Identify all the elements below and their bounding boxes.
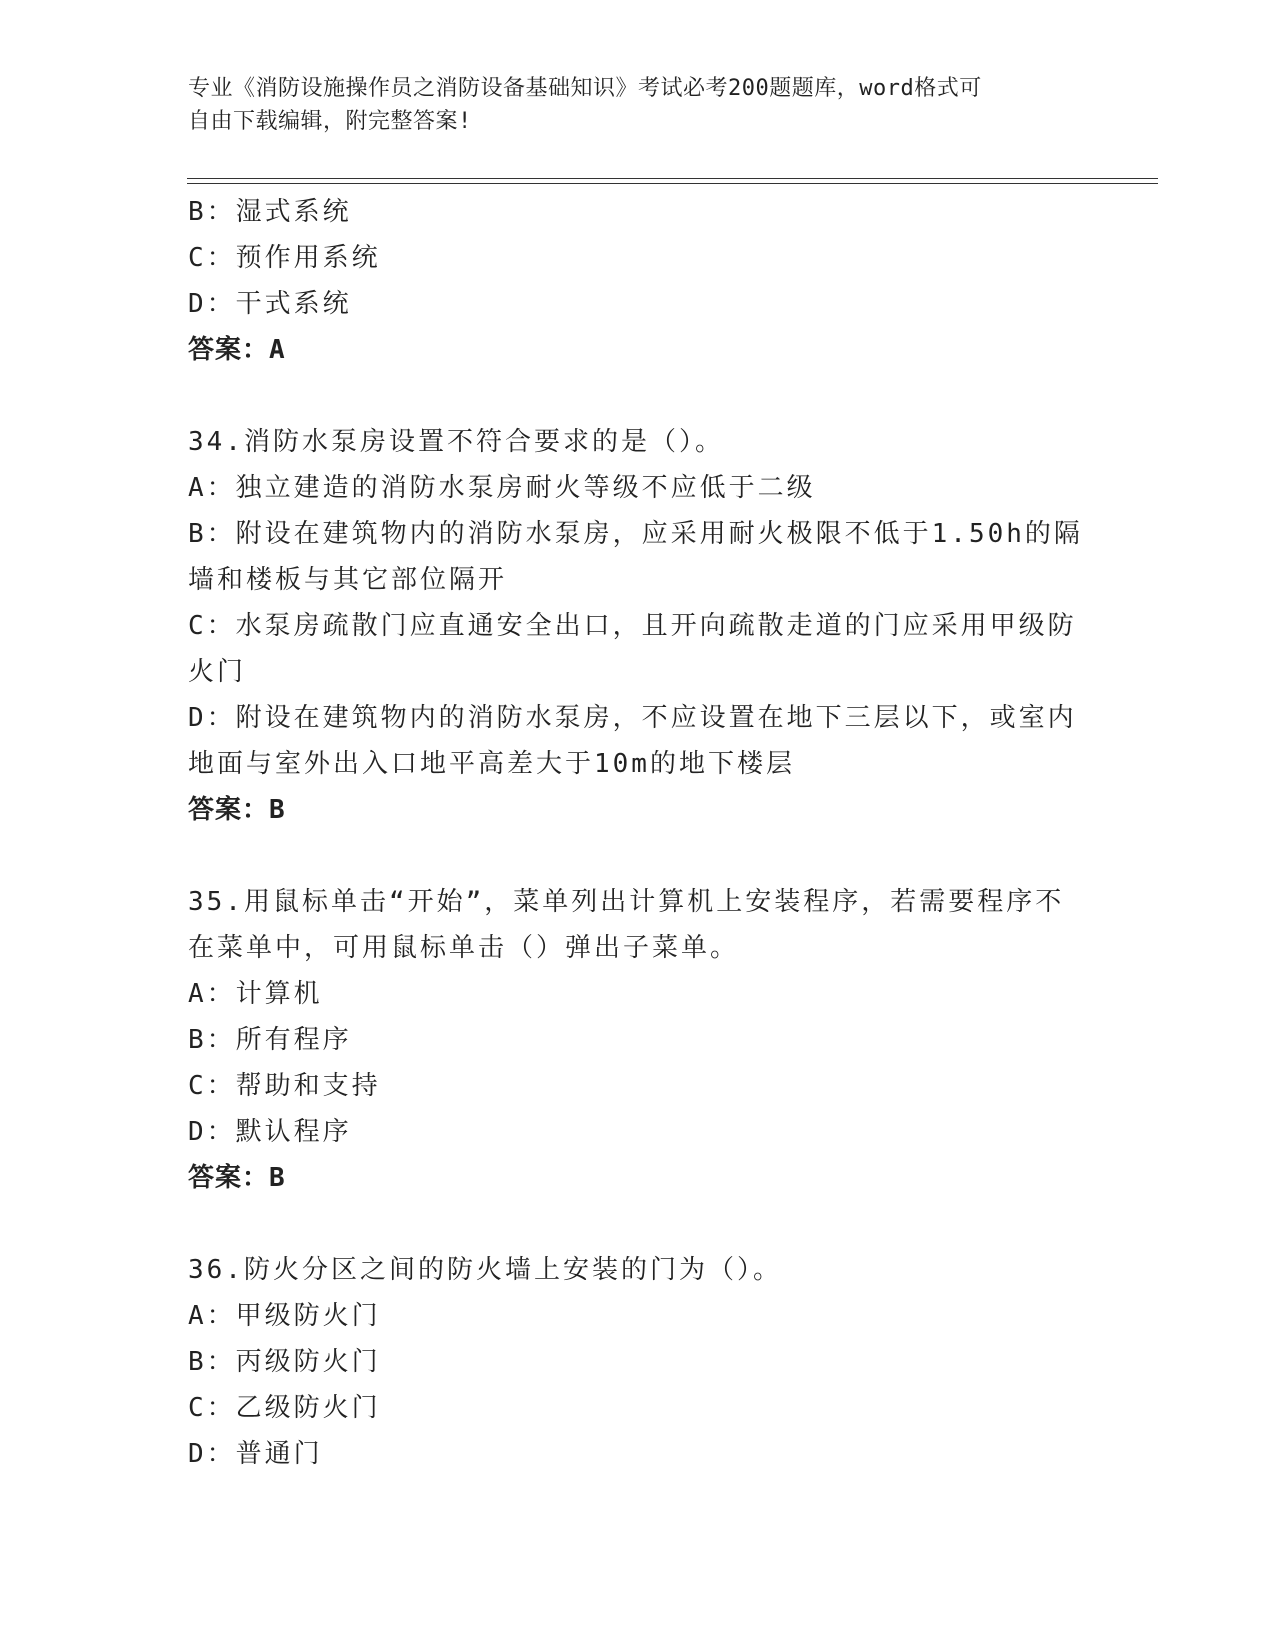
question-stem: 34.消防水泵房设置不符合要求的是（）。 xyxy=(188,427,724,457)
option-line: C：乙级防火门 xyxy=(188,1393,381,1423)
question-content xyxy=(188,189,1088,1477)
spacer xyxy=(188,833,1088,879)
header-line-2: 自由下载编辑，附完整答案! xyxy=(188,109,472,134)
option-line: 火门 xyxy=(188,657,247,687)
spacer xyxy=(188,1201,1088,1247)
question-stem: 35.用鼠标单击“开始”，菜单列出计算机上安装程序，若需要程序不 xyxy=(188,887,1065,917)
option-line: D：普通门 xyxy=(188,1439,323,1469)
option-line: C：水泵房疏散门应直通安全出口，且开向疏散走道的门应采用甲级防 xyxy=(188,611,1077,641)
option-line: A：计算机 xyxy=(188,979,323,1009)
option-line: D：干式系统 xyxy=(188,289,352,319)
header-rule-bottom xyxy=(187,183,1158,184)
option-line: B：丙级防火门 xyxy=(188,1347,381,1377)
answer-line: 答案：B xyxy=(188,1163,286,1193)
spacer xyxy=(188,373,1088,419)
answer-line: 答案：B xyxy=(188,795,286,825)
question-35 xyxy=(188,879,1088,1201)
option-line: C：预作用系统 xyxy=(188,243,381,273)
question-stem: 在菜单中，可用鼠标单击（）弹出子菜单。 xyxy=(188,933,740,963)
previous-question xyxy=(188,189,1088,373)
page-header xyxy=(188,72,1068,138)
option-line: 墙和楼板与其它部位隔开 xyxy=(188,565,508,595)
option-line: C：帮助和支持 xyxy=(188,1071,381,1101)
option-line: A：甲级防火门 xyxy=(188,1301,381,1331)
header-rule-top xyxy=(187,178,1158,179)
option-line: D：附设在建筑物内的消防水泵房，不应设置在地下三层以下，或室内 xyxy=(188,703,1077,733)
option-line: B：湿式系统 xyxy=(188,197,352,227)
question-stem: 36.防火分区之间的防火墙上安装的门为（）。 xyxy=(188,1255,782,1285)
option-line: 地面与室外出入口地平高差大于10m的地下楼层 xyxy=(188,749,795,779)
question-36 xyxy=(188,1247,1088,1477)
option-line: A：独立建造的消防水泵房耐火等级不应低于二级 xyxy=(188,473,816,503)
option-line: B：附设在建筑物内的消防水泵房，应采用耐火极限不低于1.50h的隔 xyxy=(188,519,1083,549)
header-line-1: 专业《消防设施操作员之消防设备基础知识》考试必考200题题库，word格式可 xyxy=(188,76,982,101)
question-34 xyxy=(188,419,1088,833)
option-line: D：默认程序 xyxy=(188,1117,352,1147)
option-line: B：所有程序 xyxy=(188,1025,352,1055)
answer-line: 答案：A xyxy=(188,335,286,365)
